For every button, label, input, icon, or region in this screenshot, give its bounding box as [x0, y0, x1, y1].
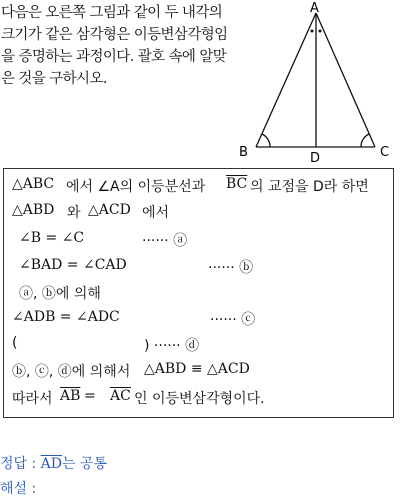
angle-b-mark [262, 134, 270, 147]
answer-value: $\overline{AD}$ [40, 456, 63, 472]
proof-line-8: ⓑ, ⓒ, ⓓ에 의해서 △ABD ≡ △ACD [12, 361, 250, 380]
answer-label: 정답 : [0, 456, 41, 472]
vertex-label-b: B [239, 145, 248, 160]
triangle-figure [232, 0, 400, 165]
vertex-label-a: A [310, 1, 319, 16]
side-ac [316, 13, 375, 147]
side-ab [256, 13, 316, 147]
proof-line-2: △ABD 와 △ACD 에서 [12, 202, 170, 221]
angle-cad-mark [319, 30, 322, 33]
point-label-d: D [310, 151, 321, 165]
intro-line-3: 을 증명하는 과정이다. 괄호 속에 알맞 [1, 49, 227, 65]
proof-box [3, 168, 394, 418]
proof-line-9: 따라서 $\overline{AB}$ = $\overline{AC}$ 인 이등변삼각형이다. [12, 388, 265, 407]
proof-line-5: ⓐ, ⓑ에 의해 [19, 286, 101, 302]
explanation-label: 해설 : [0, 481, 37, 497]
proof-line-6: ∠ADB = ∠ADC ······ ⓒ [12, 309, 256, 328]
proof-line-7: ( ) ······ ⓓ [12, 335, 200, 354]
answer-suffix: 는 공통 [62, 456, 108, 472]
vertex-label-c: C [380, 145, 390, 160]
answer-line [0, 453, 107, 473]
proof-line-1: △ABC 에서 ∠A의 이등분선과 $\overline{BC}$ 의 교점을 D라 하면 [12, 176, 369, 195]
proof-line-3: ∠B = ∠C ······ ⓐ [19, 230, 188, 249]
intro-line-4: 은 것을 구하시오. [1, 71, 107, 87]
problem-statement [1, 2, 241, 90]
intro-line-1: 다음은 오른쪽 그림과 같이 두 내각의 [1, 5, 223, 21]
angle-c-mark [361, 134, 369, 147]
proof-line-4: ∠BAD = ∠CAD ······ ⓑ [19, 257, 254, 276]
angle-bad-mark [311, 30, 314, 33]
explanation-line [0, 478, 36, 498]
intro-line-2: 크기가 같은 삼각형은 이등변삼각형임 [1, 27, 228, 43]
